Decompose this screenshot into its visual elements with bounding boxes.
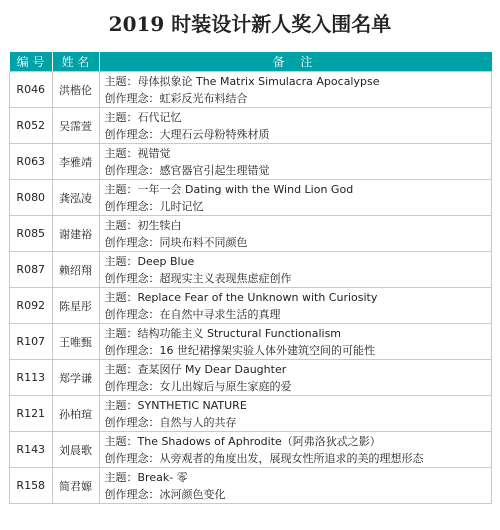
cell-name: 刘晨歌	[52, 432, 99, 468]
note-concept: 创作理念：同块布料不同颜色	[104, 235, 248, 249]
note-theme: 主题：Deep Blue	[104, 254, 195, 268]
cell-note	[99, 72, 492, 108]
cell-name: 李雅靖	[52, 144, 99, 180]
cell-name: 赖绍翔	[52, 252, 99, 288]
cell-code: R080	[10, 180, 53, 216]
note-theme: 主题：查某囡仔 My Dear Daughter	[104, 362, 287, 376]
note-theme: 主题：初生犊白	[104, 218, 182, 232]
cell-name: 龚泓凌	[52, 180, 99, 216]
header-code: 编 号	[10, 52, 53, 72]
table-row	[10, 396, 492, 432]
table-header-row	[10, 52, 492, 72]
cell-name: 洪楷伦	[52, 72, 99, 108]
table-body	[10, 72, 492, 504]
note-concept: 创作理念：自然与人的共存	[104, 415, 237, 429]
cell-code: R113	[10, 360, 53, 396]
note-concept: 创作理念：从旁观者的角度出发，展现女性所追求的美的理想形态	[104, 451, 424, 465]
cell-note	[99, 108, 492, 144]
cell-note	[99, 216, 492, 252]
cell-note	[99, 468, 492, 504]
header-note: 备 注	[99, 52, 492, 72]
cell-code: R052	[10, 108, 53, 144]
cell-name: 简君嫄	[52, 468, 99, 504]
table-row	[10, 468, 492, 504]
note-theme: 主题：结构功能主义 Structural Functionalism	[104, 326, 342, 340]
cell-note	[99, 396, 492, 432]
note-concept: 创作理念：在自然中寻求生活的真理	[104, 307, 281, 321]
cell-name: 谢建裕	[52, 216, 99, 252]
note-theme: 主题：视错觉	[104, 146, 171, 160]
note-theme: 主题：母体拟象论 The Matrix Simulacra Apocalypse	[104, 74, 380, 88]
cell-name: 孙柏瑄	[52, 396, 99, 432]
table-row	[10, 216, 492, 252]
note-concept: 创作理念：女儿出嫁后与原生家庭的爱	[104, 379, 292, 393]
nominee-table	[9, 52, 492, 504]
cell-name: 王唯甄	[52, 324, 99, 360]
note-theme: 主题：Break- 零	[104, 470, 188, 484]
cell-code: R107	[10, 324, 53, 360]
note-theme: 主题：一年一会 Dating with the Wind Lion God	[104, 182, 354, 196]
cell-code: R158	[10, 468, 53, 504]
cell-code: R143	[10, 432, 53, 468]
cell-note	[99, 324, 492, 360]
cell-code: R046	[10, 72, 53, 108]
cell-note	[99, 432, 492, 468]
table-row	[10, 180, 492, 216]
note-concept: 创作理念：虹彩反光布料结合	[104, 91, 248, 105]
note-concept: 创作理念：感官器官引起生理错觉	[104, 163, 270, 177]
note-theme: 主题：石代记忆	[104, 110, 182, 124]
note-concept: 创作理念：儿时记忆	[104, 199, 204, 213]
table-row	[10, 108, 492, 144]
cell-code: R063	[10, 144, 53, 180]
table-row	[10, 324, 492, 360]
cell-note	[99, 180, 492, 216]
cell-note	[99, 288, 492, 324]
note-concept: 创作理念：16 世纪裙撑架实验人体外建筑空间的可能性	[104, 343, 375, 357]
note-theme: 主题：The Shadows of Aphrodite（阿弗洛狄忒之影）	[104, 434, 381, 448]
table-row	[10, 360, 492, 396]
table-row	[10, 144, 492, 180]
cell-code: R121	[10, 396, 53, 432]
cell-code: R087	[10, 252, 53, 288]
cell-note	[99, 360, 492, 396]
page-title: 2019 时装设计新人奖入围名单	[108, 12, 392, 36]
table-row	[10, 432, 492, 468]
note-theme: 主题：Replace Fear of the Unknown with Curiosity	[104, 290, 378, 304]
cell-note	[99, 252, 492, 288]
note-concept: 创作理念：大理石云母粉特殊材质	[104, 127, 270, 141]
cell-code: R085	[10, 216, 53, 252]
table-row	[10, 72, 492, 108]
table-row	[10, 288, 492, 324]
table-row	[10, 252, 492, 288]
cell-note	[99, 144, 492, 180]
cell-name: 吴霈萱	[52, 108, 99, 144]
note-concept: 创作理念：超现实主义表现焦虑症创作	[104, 271, 292, 285]
cell-name: 陈星彤	[52, 288, 99, 324]
note-theme: 主题：SYNTHETIC NATURE	[104, 398, 247, 412]
note-concept: 创作理念：冰河颜色变化	[104, 487, 226, 501]
header-name: 姓 名	[52, 52, 99, 72]
cell-name: 郑学谦	[52, 360, 99, 396]
cell-code: R092	[10, 288, 53, 324]
